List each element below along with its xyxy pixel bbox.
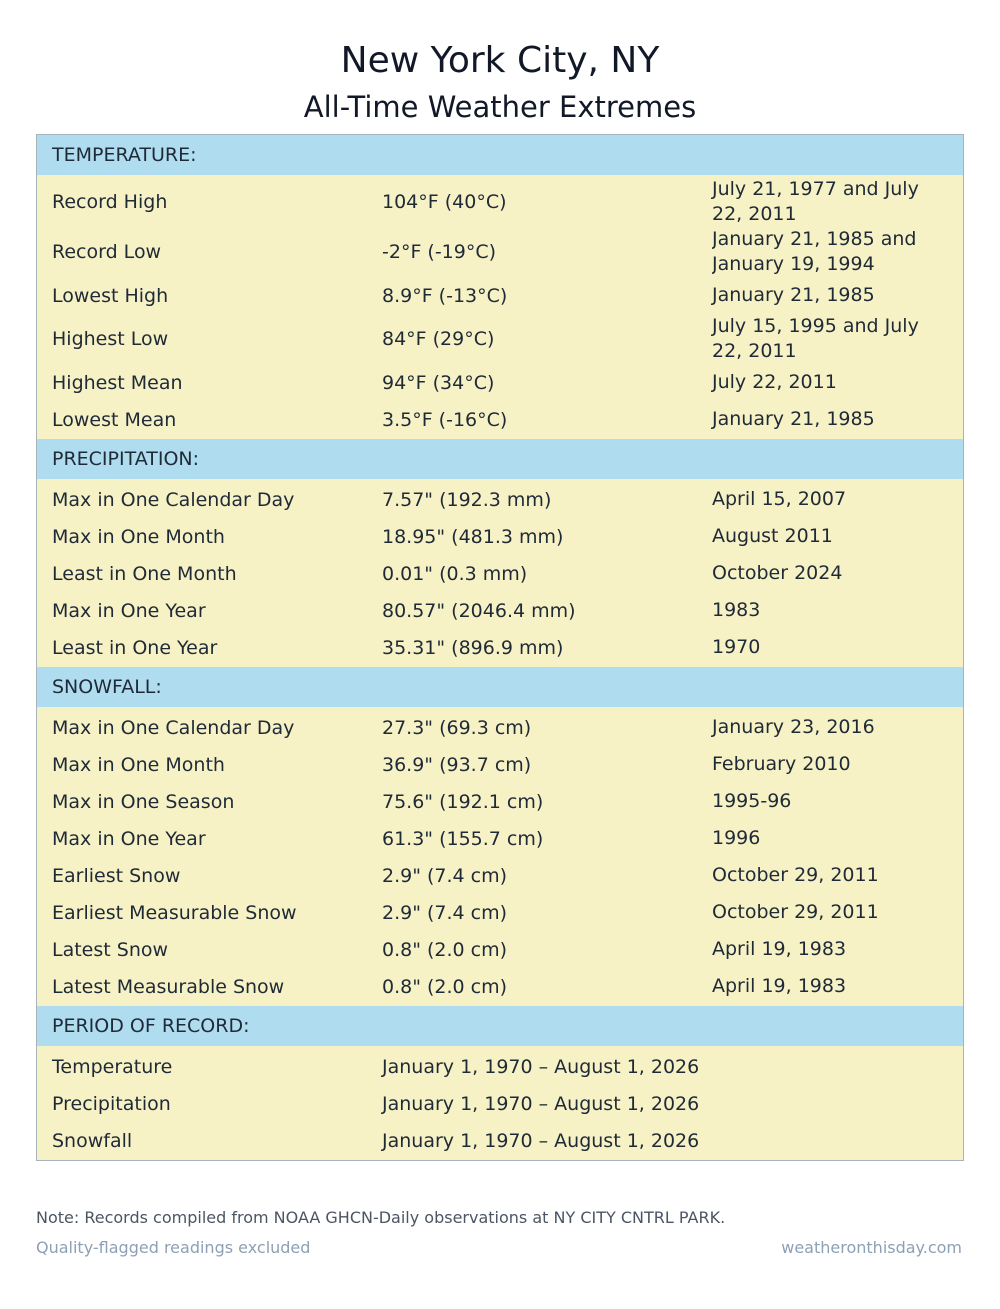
record-label: Highest Low — [52, 328, 169, 350]
table-row — [37, 820, 963, 857]
record-label: Max in One Month — [52, 525, 225, 548]
table-row — [37, 1122, 963, 1159]
record-label: Record Low — [52, 241, 162, 263]
period-label: Temperature — [52, 1055, 173, 1078]
record-date: October 29, 2011 — [712, 901, 879, 923]
record-value: 75.6" (192.1 cm) — [382, 790, 544, 813]
record-date — [712, 227, 962, 277]
record-label: Latest Snow — [52, 938, 169, 961]
record-value: 3.5°F (-16°C) — [382, 408, 508, 431]
table-row — [37, 481, 963, 518]
record-date: July 21, 1977 and July 22, 2011 — [712, 178, 919, 225]
table-row — [37, 1048, 963, 1085]
record-date: April 19, 1983 — [712, 938, 847, 960]
record-value: 27.3" (69.3 cm) — [382, 716, 532, 739]
section-body-temperature — [37, 175, 963, 439]
record-date: July 15, 1995 and July 22, 2011 — [712, 315, 919, 362]
record-date: April 15, 2007 — [712, 488, 847, 510]
record-label: Earliest Snow — [52, 864, 181, 887]
table-row — [37, 709, 963, 746]
record-value: -2°F (-19°C) — [382, 241, 497, 263]
table-row — [37, 857, 963, 894]
record-value: 0.8" (2.0 cm) — [382, 975, 508, 998]
record-value: 36.9" (93.7 cm) — [382, 753, 532, 776]
page-subtitle: All-Time Weather Extremes — [303, 90, 697, 124]
period-label: Snowfall — [52, 1129, 133, 1152]
table-row — [37, 894, 963, 931]
record-label: Max in One Month — [52, 753, 225, 776]
record-value: 0.01" (0.3 mm) — [382, 562, 528, 585]
page-title: New York City, NY — [340, 40, 660, 81]
record-label: Record High — [52, 191, 168, 213]
section-body-snowfall — [37, 707, 963, 1006]
section-body-period-of-record — [37, 1046, 963, 1160]
period-label: Precipitation — [52, 1092, 171, 1115]
table-row — [37, 1085, 963, 1122]
section-header-temperature: TEMPERATURE: — [37, 135, 963, 175]
table-row — [37, 592, 963, 629]
record-date: 1995-96 — [712, 790, 792, 812]
record-label: Earliest Measurable Snow — [52, 901, 297, 924]
record-label: Lowest High — [52, 284, 169, 307]
record-label: Highest Mean — [52, 371, 183, 394]
record-value: 0.8" (2.0 cm) — [382, 938, 508, 961]
table-row — [37, 629, 963, 666]
section-header-precipitation: PRECIPITATION: — [37, 439, 963, 479]
record-label: Max in One Season — [52, 790, 235, 813]
table-row — [37, 227, 963, 277]
record-value: 94°F (34°C) — [382, 371, 495, 394]
record-value: 61.3" (155.7 cm) — [382, 827, 544, 850]
section-body-precipitation — [37, 479, 963, 667]
period-range: January 1, 1970 – August 1, 2026 — [382, 1129, 700, 1152]
section-header-period-of-record: PERIOD OF RECORD: — [37, 1006, 963, 1046]
table-row — [37, 968, 963, 1005]
record-date: August 2011 — [712, 525, 833, 547]
section-header-snowfall: SNOWFALL: — [37, 667, 963, 707]
record-date-text: January 21, 1985 and January 19, 1994 — [712, 228, 917, 275]
record-label: Least in One Year — [52, 636, 218, 659]
record-value: 7.57" (192.3 mm) — [382, 488, 552, 511]
footer-quality-note: Quality-flagged readings excluded — [36, 1238, 311, 1257]
source-note: Note: Records compiled from NOAA GHCN-Daily observations at NY CITY CNTRL PARK. — [36, 1208, 726, 1227]
record-label: Latest Measurable Snow — [52, 975, 285, 998]
record-value: 80.57" (2046.4 mm) — [382, 599, 576, 622]
record-label: Max in One Year — [52, 827, 206, 850]
table-row — [37, 401, 963, 438]
table-row — [37, 277, 963, 314]
record-date: 1970 — [712, 636, 761, 658]
footer-site-link[interactable]: weatheronthisday.com — [781, 1238, 962, 1257]
record-label: Lowest Mean — [52, 408, 177, 431]
record-value: 8.9°F (-13°C) — [382, 284, 508, 307]
record-label: Max in One Calendar Day — [52, 716, 295, 739]
table-row — [37, 783, 963, 820]
record-date: July 22, 2011 — [712, 371, 837, 393]
period-range: January 1, 1970 – August 1, 2026 — [382, 1092, 700, 1115]
record-date: January 23, 2016 — [712, 716, 875, 738]
record-date: February 2010 — [712, 753, 851, 775]
record-value: 104°F (40°C) — [382, 191, 507, 213]
extremes-table — [36, 134, 964, 1161]
record-value: 35.31" (896.9 mm) — [382, 636, 564, 659]
record-value: 2.9" (7.4 cm) — [382, 864, 508, 887]
table-row — [37, 518, 963, 555]
record-date: January 21, 1985 — [712, 284, 875, 306]
table-row — [37, 931, 963, 968]
table-row — [37, 555, 963, 592]
record-date: 1983 — [712, 599, 761, 621]
record-value: 84°F (29°C) — [382, 328, 495, 350]
record-date: October 2024 — [712, 562, 843, 584]
record-date: January 21, 1985 — [712, 408, 875, 430]
table-row — [37, 364, 963, 401]
record-value: 2.9" (7.4 cm) — [382, 901, 508, 924]
table-row — [37, 177, 963, 227]
record-label: Least in One Month — [52, 562, 237, 585]
period-range: January 1, 1970 – August 1, 2026 — [382, 1055, 700, 1078]
record-label: Max in One Year — [52, 599, 206, 622]
record-value: 18.95" (481.3 mm) — [382, 525, 564, 548]
record-date: October 29, 2011 — [712, 864, 879, 886]
table-row — [37, 314, 963, 364]
record-date: April 19, 1983 — [712, 975, 847, 997]
table-row — [37, 746, 963, 783]
record-date: 1996 — [712, 827, 761, 849]
record-label: Max in One Calendar Day — [52, 488, 295, 511]
